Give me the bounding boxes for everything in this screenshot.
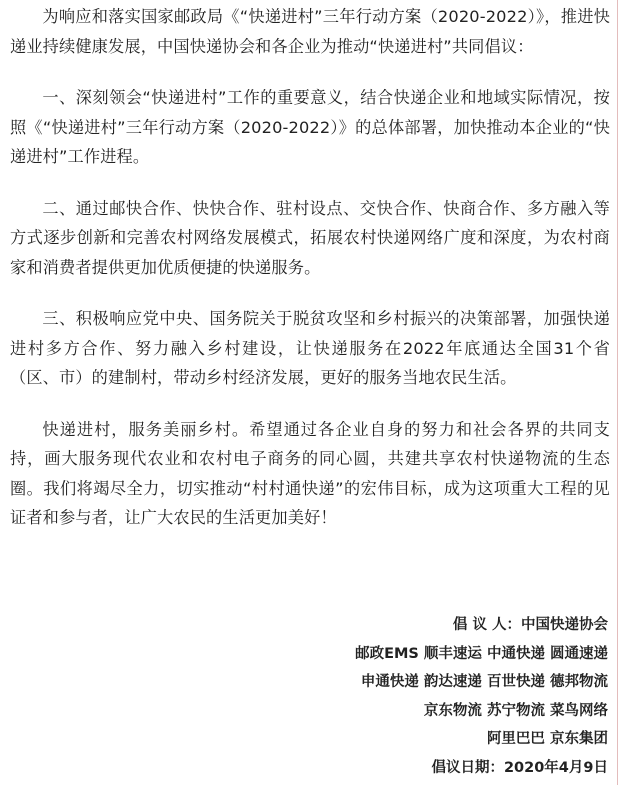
signature-date: 倡议日期：2020年4月9日 [431,759,608,776]
paragraph-closing: 快递进村，服务美丽乡村。希望通过各企业自身的努力和社会各界的共同支持，画大服务现代农业和农村电子商务的同心圆，共建共享农村快递物流的生态圈。我们将竭尽全力，切实推动“村村通快递”的宏伟目标，成为这项重大工程的见证者和参与者，让广大农民的生活更加美好！ [10,419,610,527]
paragraph-point-2: 二、通过邮快合作、快快合作、驻村设点、交快合作、快商合作、多方融入等方式逐步创新和完善农村网络发展模式，拓展农村快递网络广度和深度，为农村商家和消费者提供更加优质便捷的快递服务。 [10,198,610,277]
signature-proposer: 倡 议 人：中国快递协会 [452,617,608,633]
paragraph-intro: 为响应和落实国家邮政局《“快递进村”三年行动方案（2020-2022）》，推进快递业持续健康发展，中国快递协会和各企业为推动“快递进村”共同倡议： [10,7,610,56]
signature-block [355,611,608,782]
paragraph-point-3: 三、积极响应党中央、国务院关于脱贫攻坚和乡村振兴的决策部署，加强快递进村多方合作、努力融入乡村建设，让快递服务在2022年底通达全国31个省（区、市）的建制村，带动乡村经济发展，更好的服务当地农民生活。 [10,309,610,387]
article-body [10,0,610,533]
signature-companies-line-2: 申通快递 韵达速递 百世快递 德邦物流 [360,674,608,690]
signature-companies-line-4: 阿里巴巴 京东集团 [486,731,608,747]
signature-companies-line-3: 京东物流 苏宁物流 菜鸟网络 [423,702,608,719]
signature-companies-line-1: 邮政EMS 顺丰速运 中通快递 圆通速递 [355,645,608,662]
paragraph-point-1: 一、深刻领会“快递进村”工作的重要意义，结合快递企业和地域实际情况，按照《“快递进村”三年行动方案（2020-2022）》的总体部署，加快推动本企业的“快递进村”工作进程。 [10,88,610,166]
page-right-border [617,0,618,785]
